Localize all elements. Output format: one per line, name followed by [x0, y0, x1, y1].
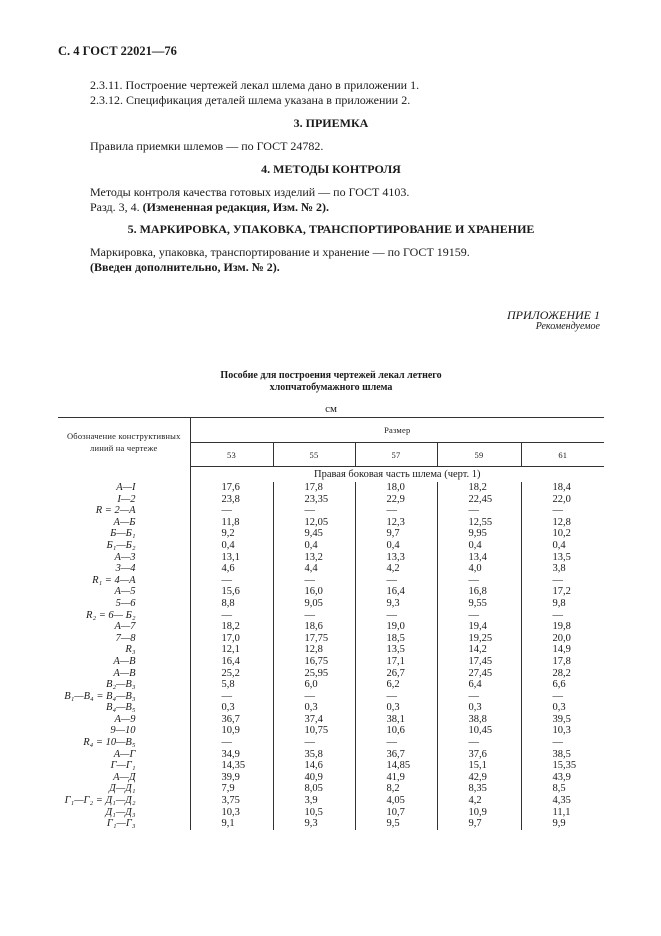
value-cell: 18,4: [521, 482, 604, 494]
value-cell: 10,3: [221, 806, 240, 818]
value-cell: —: [273, 610, 355, 622]
value-cell: —: [355, 505, 437, 517]
paragraph-2-3-12: 2.3.12. Спецификация деталей шлема указана в приложении 2.: [90, 93, 411, 107]
value-cell: 3,9: [273, 795, 355, 807]
value-cell: 5,8: [221, 679, 235, 691]
value-cell: 25,95: [273, 668, 355, 680]
value-cell: 16,0: [273, 586, 355, 598]
value-cell: 0,4: [521, 540, 604, 552]
table-row: [58, 505, 604, 517]
table-row: [58, 772, 604, 784]
value-cell: 35,8: [273, 749, 355, 761]
value-cell: 8,5: [521, 783, 604, 795]
paragraph-2-3-11: 2.3.11. Построение чертежей лекал шлема дано в приложении 1.: [90, 78, 420, 92]
value-cell: 14,9: [521, 644, 604, 656]
line-designation: Г—Г₁: [58, 760, 190, 772]
line-designation: А—В: [58, 656, 190, 668]
value-cell: —: [437, 691, 521, 703]
line-designation: R₂ = 6— Б₂: [58, 610, 190, 622]
size-col-57: 57: [355, 443, 437, 467]
value-cell: 17,6: [221, 482, 240, 493]
value-cell: 22,9: [355, 494, 437, 506]
value-cell: 17,2: [521, 586, 604, 598]
value-cell: —: [521, 737, 604, 749]
value-cell: 9,8: [521, 598, 604, 610]
value-cell: —: [521, 610, 604, 622]
value-cell: —: [437, 575, 521, 587]
value-cell: 36,7: [221, 713, 240, 725]
value-cell: —: [221, 690, 232, 702]
value-cell: 41,9: [355, 772, 437, 784]
value-cell: 38,8: [437, 714, 521, 726]
value-cell: 17,8: [273, 482, 355, 494]
value-cell: 12,8: [273, 644, 355, 656]
value-cell: 19,4: [437, 621, 521, 633]
value-cell: 9,45: [273, 528, 355, 540]
section-4-text: Методы контроля качества готовых изделий — по ГОСТ 4103.: [90, 185, 410, 199]
value-cell: 9,7: [437, 818, 521, 830]
value-cell: 40,9: [273, 772, 355, 784]
table-row: [58, 702, 604, 714]
value-cell: 9,7: [355, 528, 437, 540]
size-col-55: 55: [273, 443, 355, 467]
table-row: [58, 482, 604, 494]
line-designation: Б—Б₁: [58, 528, 190, 540]
value-cell: 10,45: [437, 725, 521, 737]
value-cell: 22,45: [437, 494, 521, 506]
line-designation: Г₁—Г₂ = Д₁—Д₂: [58, 795, 190, 807]
value-cell: 14,85: [355, 760, 437, 772]
value-cell: 8,35: [437, 783, 521, 795]
section-3-title: 3. ПРИЕМКА: [293, 116, 369, 130]
table-caption-line1: Пособие для построения чертежей лекал летнего: [220, 370, 442, 381]
value-cell: 9,3: [273, 818, 355, 830]
table-row: [58, 528, 604, 540]
value-cell: 16,4: [221, 655, 240, 667]
value-cell: 18,2: [437, 482, 521, 494]
value-cell: 9,55: [437, 598, 521, 610]
line-designation: А—9: [58, 714, 190, 726]
table-row: [58, 760, 604, 772]
section-row-blank: [58, 467, 190, 483]
value-cell: 4,35: [521, 795, 604, 807]
value-cell: 37,6: [437, 749, 521, 761]
value-cell: 12,3: [355, 517, 437, 529]
line-designation: А—3: [58, 552, 190, 564]
value-cell: 10,2: [521, 528, 604, 540]
line-designation: Д—Д₁: [58, 783, 190, 795]
value-cell: —: [221, 737, 232, 749]
value-cell: 15,6: [221, 586, 240, 598]
value-cell: 14,35: [221, 760, 246, 772]
value-cell: 0,3: [355, 702, 437, 714]
value-cell: 7,9: [221, 783, 235, 795]
value-cell: 8,2: [355, 783, 437, 795]
value-cell: 17,75: [273, 633, 355, 645]
value-cell: 16,75: [273, 656, 355, 668]
value-cell: 0,4: [221, 539, 235, 551]
line-designation: Г₁—Г₃: [58, 818, 190, 830]
value-cell: 0,4: [273, 540, 355, 552]
table-row: [58, 494, 604, 506]
value-cell: 37,4: [273, 714, 355, 726]
table-row: [58, 714, 604, 726]
table-caption: [58, 370, 604, 394]
table-row: [58, 610, 604, 622]
value-cell: 17,0: [221, 632, 240, 644]
value-cell: 4,0: [437, 563, 521, 575]
value-cell: —: [437, 610, 521, 622]
value-cell: 9,9: [521, 818, 604, 830]
value-cell: 36,7: [355, 749, 437, 761]
table-row: [58, 575, 604, 587]
value-cell: 11,8: [221, 516, 240, 528]
value-cell: 9,5: [355, 818, 437, 830]
value-cell: 16,8: [437, 586, 521, 598]
section-4-note-bold: (Измененная редакция, Изм. № 2).: [142, 200, 330, 214]
value-cell: 13,1: [221, 551, 240, 563]
column-label-header: Обозначение конструктивных линий на чертеже: [58, 418, 190, 467]
table-row: [58, 749, 604, 761]
table-row: [58, 540, 604, 552]
value-cell: —: [221, 609, 232, 621]
table-row: [58, 621, 604, 633]
value-cell: 26,7: [355, 668, 437, 680]
value-cell: 20,0: [521, 633, 604, 645]
value-cell: 9,05: [273, 598, 355, 610]
table-row: [58, 783, 604, 795]
value-cell: 8,8: [221, 597, 235, 609]
value-cell: 12,05: [273, 517, 355, 529]
value-cell: —: [521, 505, 604, 517]
value-cell: 12,1: [221, 644, 240, 656]
value-cell: 23,8: [221, 493, 240, 505]
value-cell: 13,5: [355, 644, 437, 656]
section-5-title: 5. МАРКИРОВКА, УПАКОВКА, ТРАНСПОРТИРОВАНИЕ И ХРАНЕНИЕ: [127, 222, 535, 236]
value-cell: 4,05: [355, 795, 437, 807]
line-designation: В₂—В₃: [58, 679, 190, 691]
section-4-title: 4. МЕТОДЫ КОНТРОЛЯ: [261, 162, 401, 176]
value-cell: —: [355, 737, 437, 749]
value-cell: 14,2: [437, 644, 521, 656]
value-cell: 0,3: [221, 702, 235, 714]
value-cell: 19,0: [355, 621, 437, 633]
table-row: [58, 586, 604, 598]
value-cell: 4,2: [437, 795, 521, 807]
value-cell: 10,6: [355, 725, 437, 737]
table-row: [58, 679, 604, 691]
line-designation: А—Д: [58, 772, 190, 784]
value-cell: 17,8: [521, 656, 604, 668]
value-cell: 28,2: [521, 668, 604, 680]
table-row: [58, 598, 604, 610]
value-cell: 22,0: [521, 494, 604, 506]
line-designation: 9—10: [58, 725, 190, 737]
value-cell: 23,35: [273, 494, 355, 506]
value-cell: 42,9: [437, 772, 521, 784]
table-row: [58, 818, 604, 830]
table-row: [58, 563, 604, 575]
table-row: [58, 656, 604, 668]
value-cell: 38,5: [521, 749, 604, 761]
line-designation: А—5: [58, 586, 190, 598]
value-cell: 12,55: [437, 517, 521, 529]
table-row: [58, 691, 604, 703]
line-designation: R₁ = 4—А: [58, 575, 190, 587]
table-row: [58, 633, 604, 645]
value-cell: 6,0: [273, 679, 355, 691]
value-cell: 17,45: [437, 656, 521, 668]
value-cell: —: [221, 574, 232, 586]
value-cell: 4,4: [273, 563, 355, 575]
value-cell: 3,75: [221, 795, 240, 807]
value-cell: 10,75: [273, 725, 355, 737]
value-cell: 4,2: [355, 563, 437, 575]
value-cell: 10,3: [521, 725, 604, 737]
line-designation: R₃: [58, 644, 190, 656]
appendix-subtitle: Рекомендуемое: [535, 321, 600, 332]
value-cell: 10,9: [221, 725, 240, 737]
value-cell: 0,3: [437, 702, 521, 714]
table-row: [58, 517, 604, 529]
size-col-59: 59: [437, 443, 521, 467]
section-5-text: Маркировка, упаковка, транспортирование и хранение — по ГОСТ 19159.: [90, 245, 470, 259]
value-cell: 0,3: [273, 702, 355, 714]
value-cell: 25,2: [221, 667, 240, 679]
section-5-note: (Введен дополнительно, Изм. № 2).: [90, 260, 280, 274]
value-cell: 27,45: [437, 668, 521, 680]
table-body: [58, 467, 604, 830]
value-cell: 0,3: [521, 702, 604, 714]
value-cell: 9,2: [221, 528, 235, 540]
line-designation: Б₁—Б₂: [58, 540, 190, 552]
size-col-61: 61: [521, 443, 604, 467]
value-cell: 18,6: [273, 621, 355, 633]
value-cell: 14,6: [273, 760, 355, 772]
value-cell: —: [521, 691, 604, 703]
value-cell: 13,5: [521, 552, 604, 564]
value-cell: —: [521, 575, 604, 587]
section-4-note: [90, 200, 329, 215]
value-cell: 16,4: [355, 586, 437, 598]
value-cell: 13,4: [437, 552, 521, 564]
table-row: [58, 644, 604, 656]
value-cell: 6,4: [437, 679, 521, 691]
value-cell: —: [355, 691, 437, 703]
value-cell: 0,4: [437, 540, 521, 552]
value-cell: 34,9: [221, 748, 240, 760]
table-row: [58, 668, 604, 680]
value-cell: —: [437, 737, 521, 749]
value-cell: 19,25: [437, 633, 521, 645]
table-row: [58, 725, 604, 737]
value-cell: 18,5: [355, 633, 437, 645]
line-designation: R = 2—А: [58, 505, 190, 517]
line-designation: Д₁—Д₃: [58, 807, 190, 819]
value-cell: 4,6: [221, 563, 235, 575]
value-cell: 39,5: [521, 714, 604, 726]
value-cell: 3,8: [521, 563, 604, 575]
line-designation: 3—4: [58, 563, 190, 575]
value-cell: 43,9: [521, 772, 604, 784]
appendix-title: ПРИЛОЖЕНИЕ 1: [507, 308, 600, 322]
table-row: [58, 795, 604, 807]
value-cell: 17,1: [355, 656, 437, 668]
line-designation: 7—8: [58, 633, 190, 645]
section-4-note-plain: Разд. 3, 4.: [90, 200, 140, 214]
value-cell: 19,8: [521, 621, 604, 633]
line-designation: В₄—В₅: [58, 702, 190, 714]
table-section-title: Правая боковая часть шлема (черт. 1): [313, 469, 481, 481]
value-cell: 0,4: [355, 540, 437, 552]
table-unit: см: [325, 403, 337, 415]
value-cell: 13,2: [273, 552, 355, 564]
value-cell: 10,5: [273, 807, 355, 819]
page-header: С. 4 ГОСТ 22021—76: [58, 44, 177, 58]
size-header: Размер: [190, 418, 604, 443]
value-cell: 12,8: [521, 517, 604, 529]
value-cell: —: [355, 610, 437, 622]
line-designation: А—7: [58, 621, 190, 633]
pattern-table: [58, 417, 604, 830]
value-cell: 38,1: [355, 714, 437, 726]
value-cell: 9,3: [355, 598, 437, 610]
value-cell: 8,05: [273, 783, 355, 795]
line-designation: В₁—В₄ = В₄—В₃: [58, 691, 190, 703]
table-caption-line2: хлопчатобумажного шлема: [269, 382, 393, 393]
line-designation: R₄ = 10—В₅: [58, 737, 190, 749]
value-cell: —: [273, 575, 355, 587]
table-row: [58, 737, 604, 749]
value-cell: 10,7: [355, 807, 437, 819]
value-cell: 6,2: [355, 679, 437, 691]
value-cell: —: [221, 505, 232, 517]
value-cell: 15,35: [521, 760, 604, 772]
value-cell: —: [355, 575, 437, 587]
value-cell: —: [437, 505, 521, 517]
value-cell: 10,9: [437, 807, 521, 819]
line-designation: А—Г: [58, 749, 190, 761]
value-cell: 13,3: [355, 552, 437, 564]
table-row: [58, 807, 604, 819]
line-designation: А—В: [58, 668, 190, 680]
value-cell: 9,95: [437, 528, 521, 540]
value-cell: —: [273, 737, 355, 749]
line-designation: I—2: [58, 494, 190, 506]
value-cell: 39,9: [221, 771, 240, 783]
value-cell: —: [273, 505, 355, 517]
table-row: [58, 552, 604, 564]
section-row: [58, 467, 604, 483]
section-3-text: Правила приемки шлемов — по ГОСТ 24782.: [90, 139, 324, 153]
line-designation: А—Б: [58, 517, 190, 529]
value-cell: 18,0: [355, 482, 437, 494]
value-cell: 9,1: [221, 818, 235, 830]
value-cell: 18,2: [221, 621, 240, 633]
line-designation: А—I: [58, 482, 190, 494]
value-cell: —: [273, 691, 355, 703]
value-cell: 11,1: [521, 807, 604, 819]
line-designation: 5—6: [58, 598, 190, 610]
value-cell: 15,1: [437, 760, 521, 772]
value-cell: 6,6: [521, 679, 604, 691]
size-col-53: 53: [190, 443, 273, 467]
